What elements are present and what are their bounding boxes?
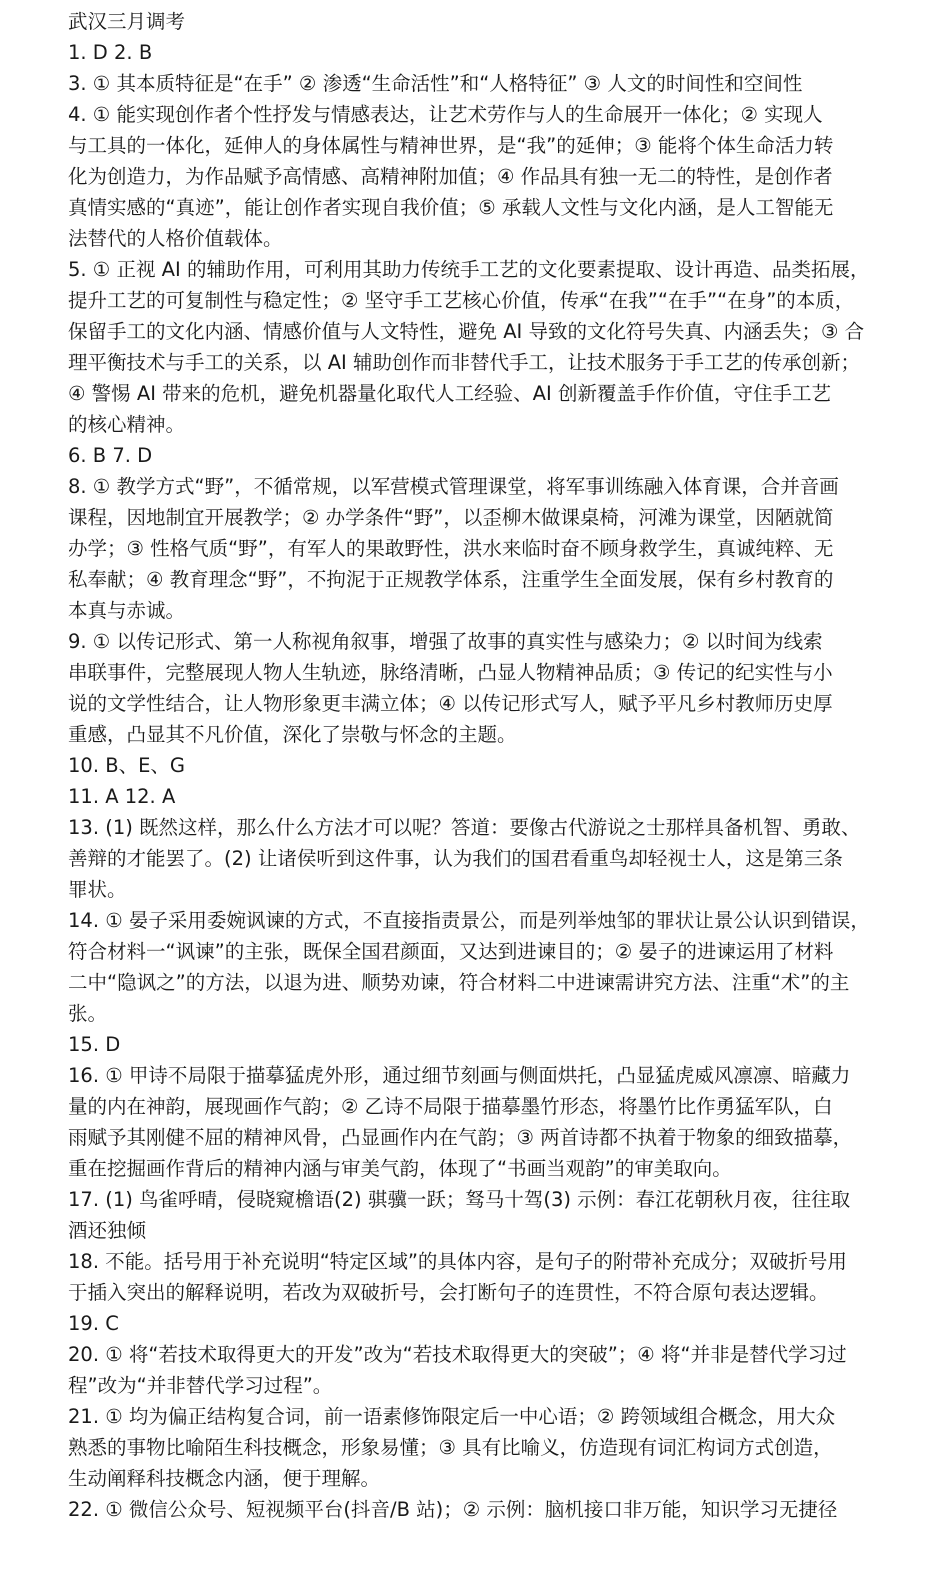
answer-line: 19. C — [68, 1312, 119, 1335]
answer-line: 生动阐释科技概念内涵，便于理解。 — [68, 1467, 381, 1490]
answer-line: 真情实感的“真迹”，能让创作者实现自我价值；⑤ 承载人文性与文化内涵，是人工智能无 — [68, 196, 834, 219]
answer-line: 10. B、E、G — [68, 754, 186, 777]
answer-line: 法替代的人格价值载体。 — [68, 227, 283, 250]
answer-line: 22. ① 微信公众号、短视频平台(抖音/B 站)；② 示例：脑机接口非万能，知识学习无捷径 — [68, 1498, 838, 1521]
answer-line: ④ 警惕 AI 带来的危机，避免机器量化取代人工经验、AI 创新覆盖手作价值，守住手工艺 — [68, 382, 831, 405]
answer-line: 重在挖掘画作背后的精神内涵与审美气韵，体现了“书画当观韵”的审美取向。 — [68, 1157, 732, 1180]
answer-line: 20. ① 将“若技术取得更大的开发”改为“若技术取得更大的突破”；④ 将“并非是替代学习过 — [68, 1343, 847, 1366]
answer-line: 13. (1) 既然这样，那么什么方法才可以呢？答道：要像古代游说之士那样具备机智、勇敢、 — [68, 816, 861, 839]
answer-line: 张。 — [68, 1002, 108, 1025]
answer-line: 14. ① 晏子采用委婉讽谏的方式，不直接指责景公，而是列举烛邹的罪状让景公认识到错误， — [68, 909, 870, 932]
answer-line: 于插入突出的解释说明，若改为双破折号，会打断句子的连贯性，不符合原句表达逻辑。 — [68, 1281, 829, 1304]
answer-line: 熟悉的事物比喻陌生科技概念，形象易懂；③ 具有比喻义，仿造现有词汇构词方式创造， — [68, 1436, 833, 1459]
answer-line: 4. ① 能实现创作者个性抒发与情感表达，让艺术劳作与人的生命展开一体化；② 实现人 — [68, 103, 823, 126]
answer-line: 善辩的才能罢了。(2) 让诸侯听到这件事，认为我们的国君看重鸟却轻视士人，这是第三条 — [68, 847, 843, 870]
answer-line: 3. ① 其本质特征是“在手” ② 渗透“生命活性”和“人格特征” ③ 人文的时间性和空间性 — [68, 72, 803, 95]
answer-line: 17. (1) 鸟雀呼晴，侵晓窥檐语(2) 骐骥一跃；驽马十驾(3) 示例：春江花朝秋月夜，往往取 — [68, 1188, 851, 1211]
answer-line: 9. ① 以传记形式、第一人称视角叙事，增强了故事的真实性与感染力；② 以时间为线索 — [68, 630, 823, 653]
answer-line: 21. ① 均为偏正结构复合词，前一语素修饰限定后一中心语；② 跨领域组合概念，用大众 — [68, 1405, 836, 1428]
answer-line: 本真与赤诚。 — [68, 599, 186, 622]
answer-line: 说的文学性结合，让人物形象更丰满立体；④ 以传记形式写人，赋予平凡乡村教师历史厚 — [68, 692, 833, 715]
answer-line: 量的内在神韵，展现画作气韵；② 乙诗不局限于描摹墨竹形态，将墨竹比作勇猛军队，白 — [68, 1095, 833, 1118]
answer-line: 雨赋予其刚健不屈的精神风骨，凸显画作内在气韵；③ 两首诗都不执着于物象的细致描摹， — [68, 1126, 853, 1149]
answer-line: 办学；③ 性格气质“野”，有军人的果敢野性，洪水来临时奋不顾身救学生，真诚纯粹、无 — [68, 537, 834, 560]
answer-line: 的核心精神。 — [68, 413, 186, 436]
answer-line: 化为创造力，为作品赋予高情感、高精神附加值；④ 作品具有独一无二的特性，是创作者 — [68, 165, 833, 188]
answer-line: 与工具的一体化，延伸人的身体属性与精神世界，是“我”的延伸；③ 能将个体生命活力转 — [68, 134, 834, 157]
answer-line: 8. ① 教学方式“野”，不循常规，以军营模式管理课堂，将军事训练融入体育课，合并音画 — [68, 475, 839, 498]
answer-line: 符合材料一“讽谏”的主张，既保全国君颜面，又达到进谏目的；② 晏子的进谏运用了材料 — [68, 940, 834, 963]
answer-line: 理平衡技术与手工的关系，以 AI 辅助创作而非替代手工，让技术服务于手工艺的传承创新； — [68, 351, 860, 374]
answer-line: 18. 不能。括号用于补充说明“特定区域”的具体内容，是句子的附带补充成分；双破折号用 — [68, 1250, 847, 1273]
answer-line: 1. D 2. B — [68, 41, 153, 64]
answer-line: 5. ① 正视 AI 的辅助作用，可利用其助力传统手工艺的文化要素提取、设计再造、品类拓展， — [68, 258, 870, 281]
answer-line: 重感，凸显其不凡价值，深化了崇敬与怀念的主题。 — [68, 723, 517, 746]
answer-line: 酒还独倾 — [68, 1219, 147, 1242]
answer-line: 罪状。 — [68, 878, 127, 901]
answer-line: 提升工艺的可复制性与稳定性；② 坚守手工艺核心价值，传承“在我”“在手”“在身”的本质， — [68, 289, 855, 312]
answer-line: 保留手工的文化内涵、情感价值与人文特性，避免 AI 导致的文化符号失真、内涵丢失；③ 合 — [68, 320, 865, 343]
answer-line: 16. ① 甲诗不局限于描摹猛虎外形，通过细节刻画与侧面烘托，凸显猛虎威风凛凛、暗藏力 — [68, 1064, 851, 1087]
answer-line: 15. D — [68, 1033, 121, 1056]
answer-line: 6. B 7. D — [68, 444, 153, 467]
answer-line: 私奉献；④ 教育理念“野”，不拘泥于正规教学体系，注重学生全面发展，保有乡村教育的 — [68, 568, 834, 591]
document-title: 武汉三月调考 — [68, 10, 186, 33]
answer-line: 课程，因地制宜开展教学；② 办学条件“野”，以歪柳木做课桌椅，河滩为课堂，因陋就简 — [68, 506, 834, 529]
answer-line: 二中“隐讽之”的方法，以退为进、顺势劝谏，符合材料二中进谏需讲究方法、注重“术”的主 — [68, 971, 850, 994]
answer-line: 11. A 12. A — [68, 785, 176, 808]
answer-line: 串联事件，完整展现人物人生轨迹，脉络清晰，凸显人物精神品质；③ 传记的纪实性与小 — [68, 661, 833, 684]
answer-line: 程”改为“并非替代学习过程”。 — [68, 1374, 333, 1397]
